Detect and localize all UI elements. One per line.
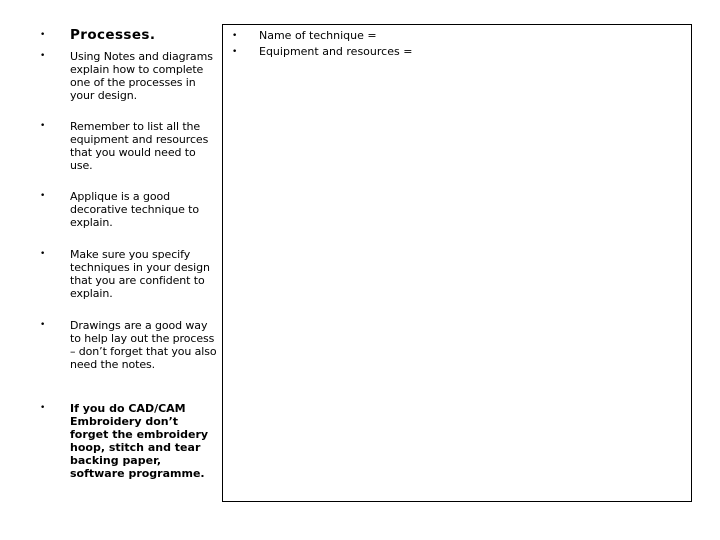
bullet: •	[40, 121, 46, 131]
instruction-text: Using Notes and diagrams explain how to complete one of the processes in your design.	[70, 50, 213, 102]
bullet: •	[40, 403, 46, 413]
technique-label: Name of technique =	[259, 29, 377, 42]
bullet: •	[40, 51, 46, 61]
bullet: •	[40, 30, 46, 40]
instruction-text: If you do CAD/CAM Embroidery don’t forget the embroidery hoop, stitch and tear backing paper, software programme.	[70, 402, 209, 480]
bullet: •	[232, 31, 238, 41]
bullet: •	[40, 249, 46, 259]
equipment-label: Equipment and resources =	[259, 45, 413, 58]
instruction-text: Drawings are a good way to help lay out the process – don’t forget that you also need the notes.	[70, 319, 217, 371]
bullet: •	[40, 320, 46, 330]
instruction-text: Remember to list all the equipment and resources that you would need to use.	[70, 120, 209, 172]
answer-box	[222, 24, 692, 502]
bullet: •	[40, 191, 46, 201]
instruction-text: Applique is a good decorative technique to explain.	[70, 190, 200, 229]
bullet: •	[232, 47, 238, 57]
section-heading: Processes.	[70, 27, 156, 43]
instruction-text: Make sure you specify techniques in your design that you are confident to explain.	[70, 248, 210, 300]
